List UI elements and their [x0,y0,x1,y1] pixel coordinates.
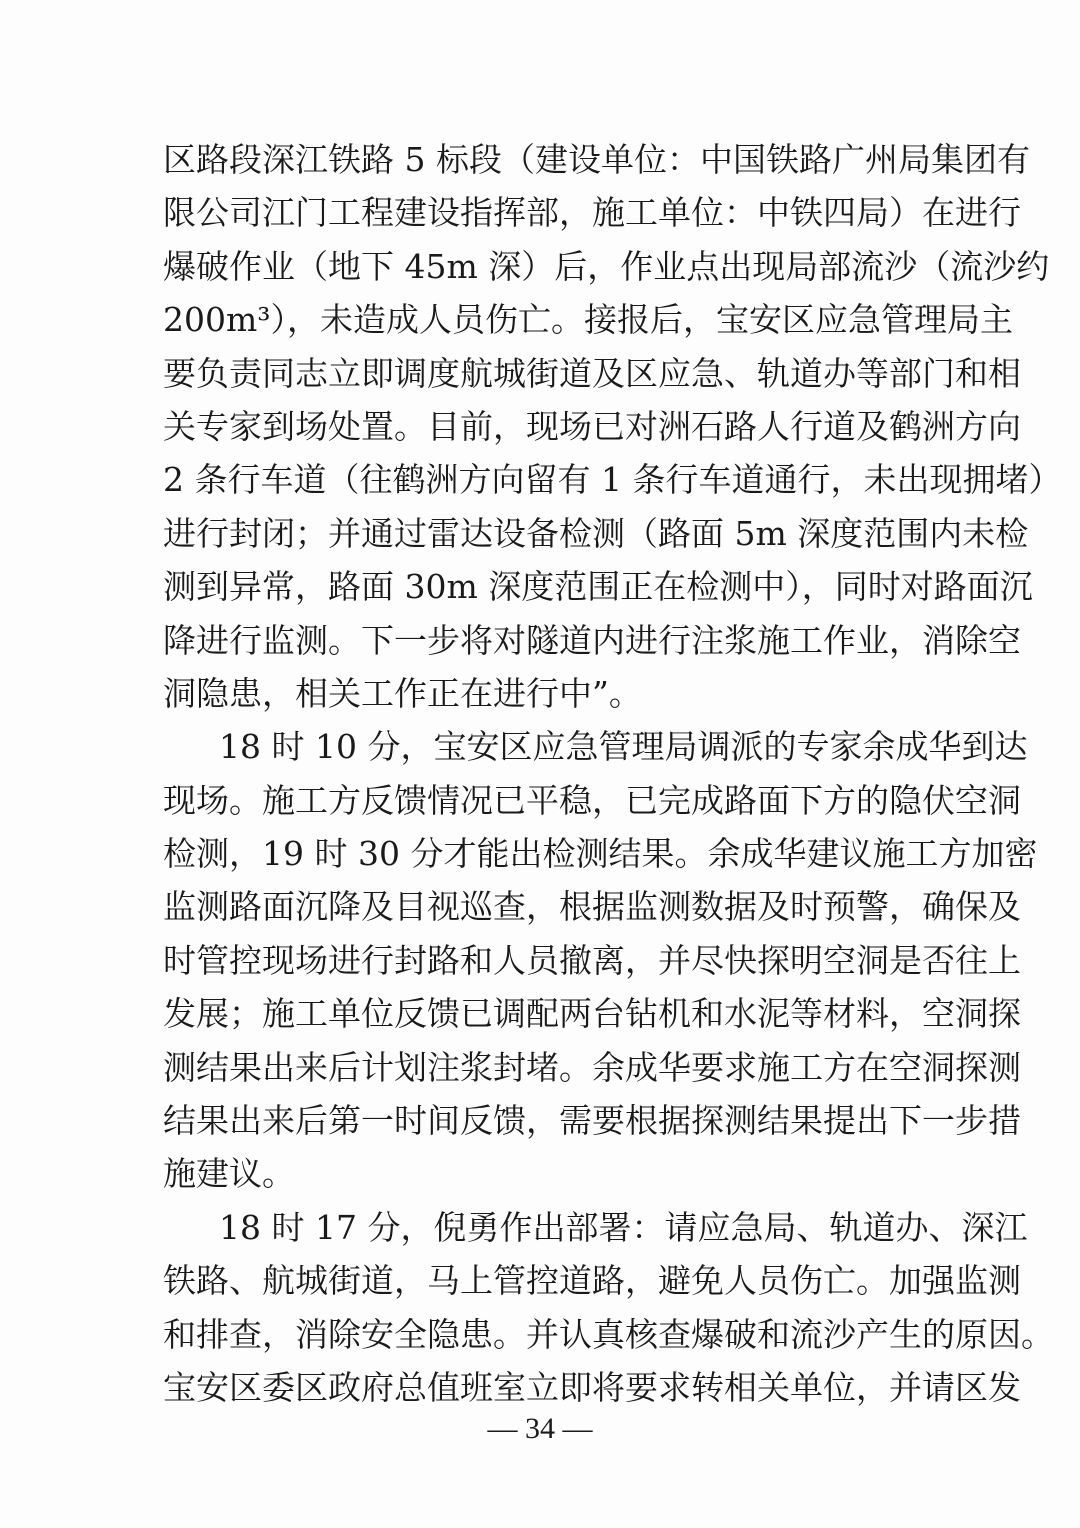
text-line: 18 时 17 分，倪勇作出部署：请应急局、轨道办、深江 [219,1207,1028,1247]
text-line: 18 时 10 分，宝安区应急管理局调派的专家余成华到达 [219,727,1028,767]
paragraph [163,720,1038,1201]
text-line: 限公司江门工程建设指挥部，施工单位：中铁四局）在进行 [163,193,1021,233]
text-line: 要负责同志立即调度航城街道及区应急、轨道办等部门和相 [163,353,1021,393]
text-line: 时管控现场进行封路和人员撤离，并尽快探明空洞是否往上 [163,940,1021,980]
text-line: 检测，19 时 30 分才能出检测结果。余成华建议施工方加密 [163,834,1038,874]
text-line: 200m³），未造成人员伤亡。接报后，宝安区应急管理局主 [163,300,1014,340]
text-line: 关专家到场处置。目前，现场已对洲石路人行道及鹤洲方向 [163,406,1021,446]
text-line: 测到异常，路面 30m 深度范围正在检测中），同时对路面沉 [163,567,1033,607]
text-line: 结果出来后第一时间反馈，需要根据探测结果提出下一步措 [163,1101,1021,1141]
text-line: 发展；施工单位反馈已调配两台钻机和水泥等材料，空洞探 [163,994,1021,1034]
text-line: 宝安区委区政府总值班室立即将要求转相关单位，并请区发 [163,1367,1021,1407]
paragraph [163,1201,1054,1415]
text-line: 爆破作业（地下 45m 深）后，作业点出现局部流沙（流沙约 [163,246,1050,286]
text-line: 现场。施工方反馈情况已平稳，已完成路面下方的隐伏空洞 [163,780,1021,820]
text-line: 监测路面沉降及目视巡查，根据监测数据及时预警，确保及 [163,887,1021,927]
text-line: 测结果出来后计划注浆封堵。余成华要求施工方在空洞探测 [163,1047,1021,1087]
document-body [163,133,1062,1414]
text-line: 施建议。 [163,1154,295,1194]
text-line: 进行封闭；并通过雷达设备检测（路面 5m 深度范围内未检 [163,513,1029,553]
text-line: 降进行监测。下一步将对隧道内进行注浆施工作业，消除空 [163,620,1021,660]
text-line: 和排查，消除安全隐患。并认真核查爆破和流沙产生的原因。 [163,1314,1054,1354]
paragraph [163,133,1062,720]
text-line: 铁路、航城街道，马上管控道路，避免人员伤亡。加强监测 [163,1261,1021,1301]
page-number: — 34 — [487,1412,593,1445]
text-line: 2 条行车道（往鹤洲方向留有 1 条行车道通行，未出现拥堵） [163,460,1062,500]
text-line: 洞隐患，相关工作正在进行中”。 [163,673,642,713]
text-line: 区路段深江铁路 5 标段（建设单位：中国铁路广州局集团有 [163,140,1030,179]
